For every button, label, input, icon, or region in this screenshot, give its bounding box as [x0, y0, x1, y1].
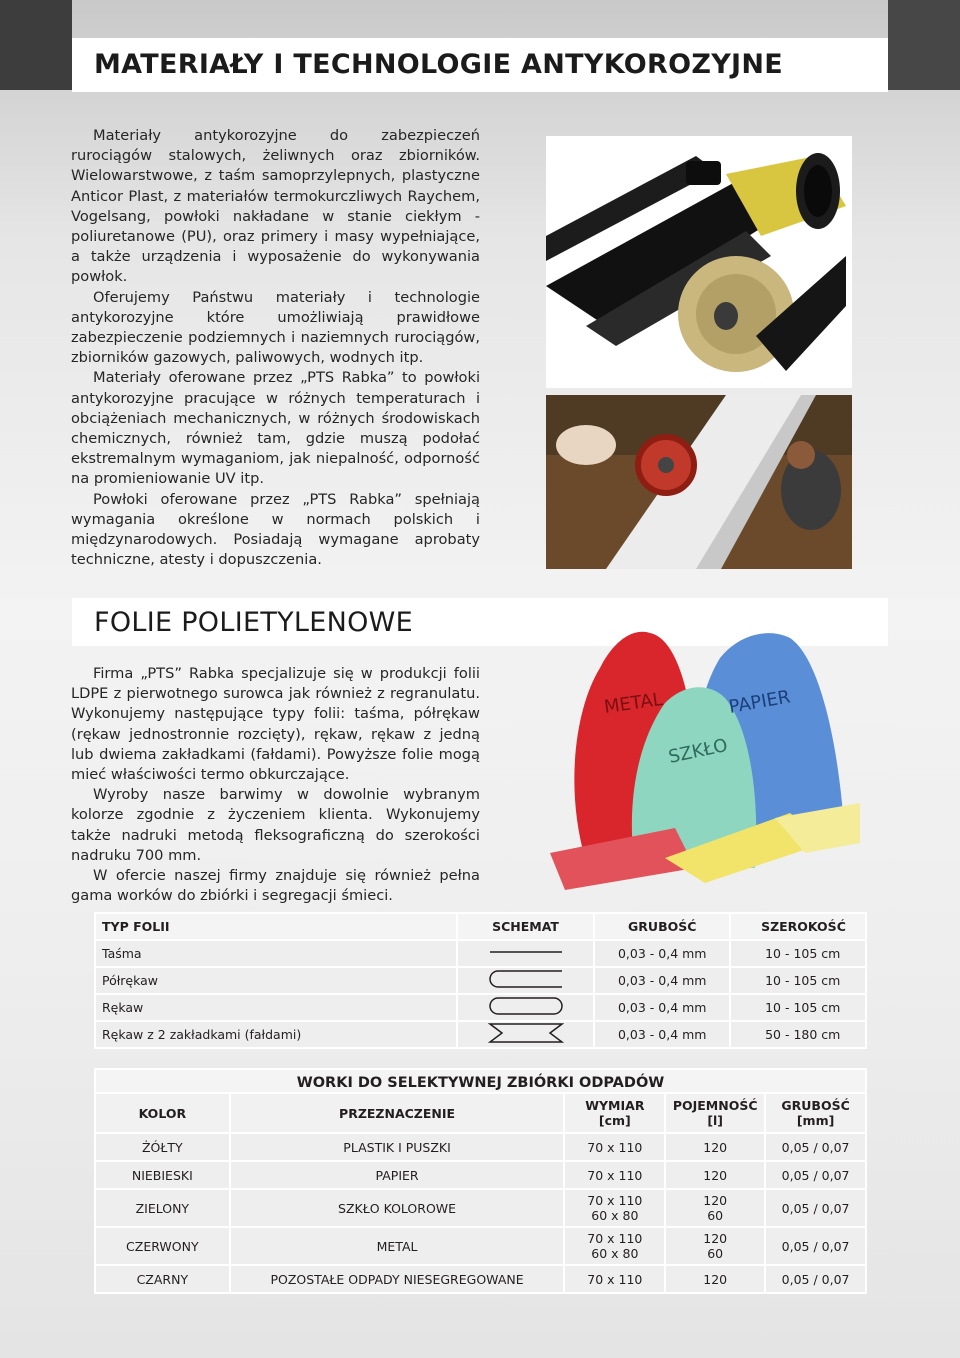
folie-types-table: [94, 912, 867, 1049]
table-row: [95, 1227, 866, 1265]
cell-capacity: 120: [703, 1193, 728, 1208]
flat-line-icon: [488, 945, 564, 959]
sleeve-icon: [488, 996, 564, 1016]
table-header-row: [95, 1093, 866, 1133]
cell-width: 50 - 180 cm: [730, 1021, 866, 1048]
cell-purpose: PAPIER: [230, 1161, 565, 1189]
cell-capacity: 60: [707, 1246, 724, 1261]
cell-size: 70 x 110: [564, 1265, 665, 1293]
cell-width: 10 - 105 cm: [730, 940, 866, 967]
cell-type: Półrękaw: [95, 967, 457, 994]
table-header-row: [95, 913, 866, 940]
column-header: PRZEZNACZENIE: [230, 1093, 565, 1133]
bag-label-metal: METAL: [602, 688, 664, 718]
cell-thickness: 0,05 / 0,07: [765, 1189, 866, 1227]
table-row: [95, 1021, 866, 1048]
cell-size: 60 x 80: [591, 1208, 639, 1223]
cell-color: ZIELONY: [95, 1189, 230, 1227]
column-header: GRUBOŚĆ: [594, 913, 730, 940]
table-row: [95, 1161, 866, 1189]
table-row: [95, 1265, 866, 1293]
cell-color: NIEBIESKI: [95, 1161, 230, 1189]
header-bar-left: [0, 0, 72, 90]
column-header: SZEROKOŚĆ: [730, 913, 866, 940]
paragraph: Materiały antykorozyjne do zabezpieczeń rurociągów stalowych, żeliwnych oraz zbiorników. Wielowarstwowe, z taśm samoprzylepnych, plastyczne Anticor Plast, z materiałów termokurczliwych Raychem, Vogelsang, powłoki nakładane w stanie ciekłym - poliuretanowe (PU), oraz primery i masy wypełniające, a także urządzenia i wyposażenie do wykonywania powłok.: [71, 127, 480, 286]
paragraph: Firma „PTS” Rabka specjalizuje się w produkcji folii LDPE z pierwotnego surowca jak również z regranulatu. Wykonujemy następujące typy folii: taśma, półrękaw (rękaw jednostronnie rozcięty), rękaw, rękaw z jedną lub dwiema zakładkami (fałdami). Powyższe folie mogą mieć właściwości termo obkurczające.: [71, 665, 480, 784]
cell-capacity: 120: [665, 1133, 765, 1161]
cell-thickness: 0,05 / 0,07: [765, 1133, 866, 1161]
table-row: [95, 940, 866, 967]
table-title: WORKI DO SELEKTYWNEJ ZBIÓRKI ODPADÓW: [95, 1069, 866, 1093]
cell-type: Rękaw z 2 zakładkami (fałdami): [95, 1021, 457, 1048]
folie-text: [71, 664, 480, 906]
paragraph: Powłoki oferowane przez „PTS Rabka” spełniają wymagania określone w normach polskich i międzynarodowych. Posiadają wymagane aprobaty techniczne, atesty i dopuszczenia.: [71, 490, 480, 569]
cell-thickness: 0,03 - 0,4 mm: [594, 994, 730, 1021]
cell-capacity: 60: [707, 1208, 724, 1223]
waste-bags-photo: [545, 628, 860, 890]
bag-label-szklo: SZKŁO: [666, 734, 730, 768]
gusseted-sleeve-icon: [488, 1022, 564, 1044]
antykorozja-text: [71, 126, 480, 570]
waste-bags-table: [94, 1068, 867, 1294]
paragraph: Oferujemy Państwu materiały i technologie antykorozyjne które umożliwiają prawidłowe zabezpieczenie podziemnych i naziemnych rurociągów, zbiorników gazowych, paliwowych, wodnych itp.: [71, 288, 480, 367]
table-row: [95, 1189, 866, 1227]
cell-color: CZARNY: [95, 1265, 230, 1293]
cell-purpose: METAL: [230, 1227, 565, 1265]
cell-thickness: 0,05 / 0,07: [765, 1227, 866, 1265]
cell-capacity: 120: [703, 1231, 728, 1246]
cell-color: ŻÓŁTY: [95, 1133, 230, 1161]
cell-color: CZERWONY: [95, 1227, 230, 1265]
column-header: KOLOR: [95, 1093, 230, 1133]
table-row: [95, 994, 866, 1021]
cell-purpose: PLASTIK I PUSZKI: [230, 1133, 565, 1161]
section-title-antykorozja: MATERIAŁY I TECHNOLOGIE ANTYKOROZYJNE: [94, 49, 784, 80]
cell-width: 10 - 105 cm: [730, 994, 866, 1021]
column-header-unit: [l]: [707, 1113, 724, 1128]
table-row: [95, 967, 866, 994]
cell-size: 70 x 110: [587, 1231, 643, 1246]
column-header: WYMIAR: [585, 1098, 645, 1113]
cell-purpose: SZKŁO KOLOROWE: [230, 1189, 565, 1227]
cell-thickness: 0,05 / 0,07: [765, 1161, 866, 1189]
bag-label-papier: PAPIER: [727, 686, 792, 718]
column-header: TYP FOLII: [95, 913, 457, 940]
pipe-coating-photo: [546, 395, 852, 569]
header-bar-right: [888, 0, 960, 90]
paragraph: W ofercie naszej firmy znajduje się również pełna gama worków do zbiórki i segregacji śmieci.: [71, 867, 480, 905]
cell-thickness: 0,05 / 0,07: [765, 1265, 866, 1293]
cell-thickness: 0,03 - 0,4 mm: [594, 1021, 730, 1048]
column-header-unit: [mm]: [796, 1113, 835, 1128]
cell-size: 70 x 110: [564, 1161, 665, 1189]
cell-thickness: 0,03 - 0,4 mm: [594, 940, 730, 967]
section-title-folie: FOLIE POLIETYLENOWE: [94, 607, 414, 638]
open-sleeve-icon: [488, 969, 564, 989]
column-header: POJEMNOŚĆ: [672, 1098, 758, 1113]
section-header-antykorozja: [72, 38, 888, 92]
cell-thickness: 0,03 - 0,4 mm: [594, 967, 730, 994]
cell-size: 70 x 110: [587, 1193, 643, 1208]
cell-size: 60 x 80: [591, 1246, 639, 1261]
table-title-row: [95, 1069, 866, 1093]
cell-capacity: 120: [665, 1161, 765, 1189]
cell-type: Taśma: [95, 940, 457, 967]
cell-size: 70 x 110: [564, 1133, 665, 1161]
column-header-unit: [cm]: [598, 1113, 631, 1128]
paragraph: Materiały oferowane przez „PTS Rabka” to powłoki antykorozyjne pracujące w różnych temperaturach i obciążeniach mechanicznych, w różnych środowiskach chemicznych, również tam, gdzie muszą podołać ekstremalnym wymaganiom, jak niepalność, odporność na promieniowanie UV itp.: [71, 369, 480, 488]
tape-rolls-photo: [546, 136, 852, 388]
paragraph: Wyroby nasze barwimy w dowolnie wybranym kolorze zgodnie z życzeniem klienta. Wykonujemy także nadruki metodą fleksograficzną do szerokości nadruku 700 mm.: [71, 786, 480, 864]
column-header: SCHEMAT: [457, 913, 595, 940]
column-header: GRUBOŚĆ: [781, 1098, 850, 1113]
cell-width: 10 - 105 cm: [730, 967, 866, 994]
cell-type: Rękaw: [95, 994, 457, 1021]
cell-purpose: POZOSTAŁE ODPADY NIESEGREGOWANE: [230, 1265, 565, 1293]
table-row: [95, 1133, 866, 1161]
cell-capacity: 120: [665, 1265, 765, 1293]
